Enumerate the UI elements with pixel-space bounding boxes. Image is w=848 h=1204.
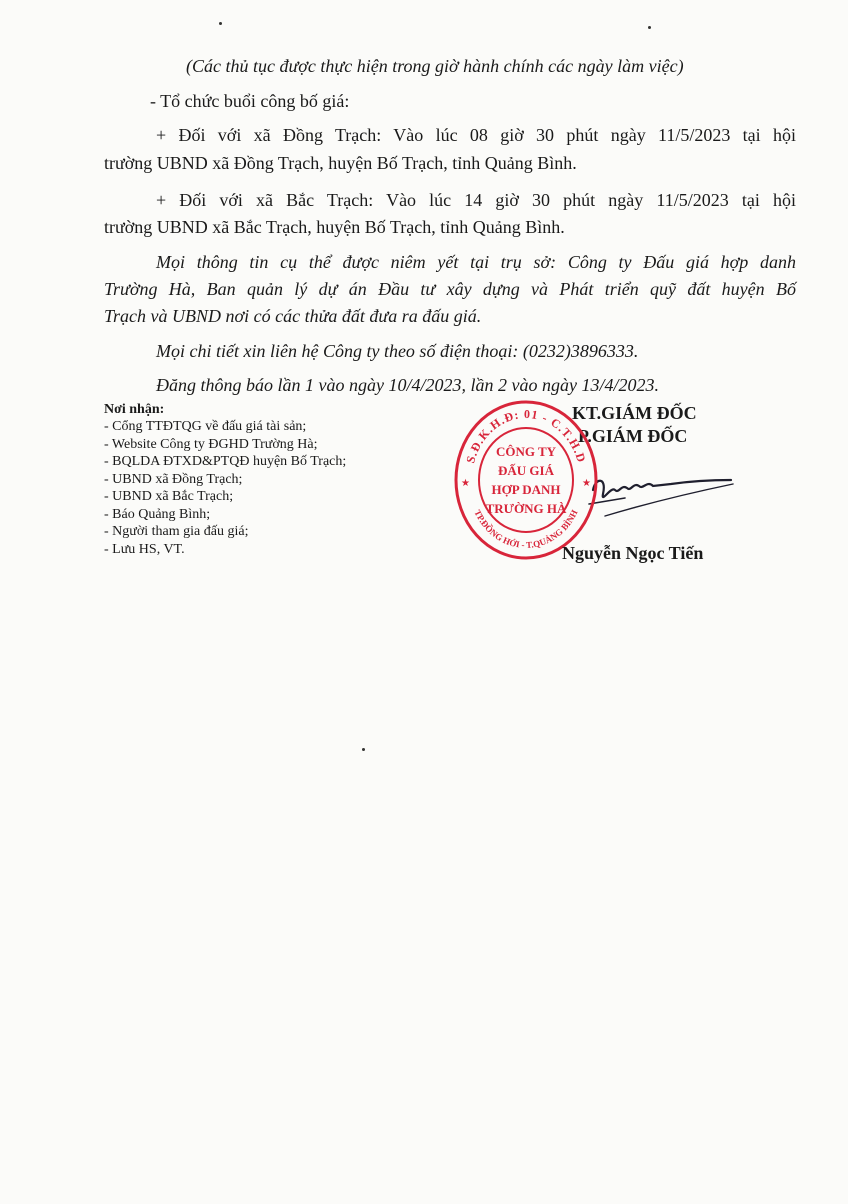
- scan-speck: [648, 26, 651, 29]
- signature-title: KT.GIÁM ĐỐC: [572, 403, 697, 423]
- hours-note: (Các thủ tục được thực hiện trong giờ hành chính các ngày làm việc): [186, 56, 684, 76]
- publication-line: Đăng thông báo lần 1 vào ngày 10/4/2023, lần 2 vào ngày 13/4/2023.: [156, 375, 659, 395]
- signature-stroke-tail: [605, 484, 733, 516]
- recipient-item: - Người tham gia đấu giá;: [104, 524, 249, 539]
- dong-trach-line-1: + Đối với xã Đồng Trạch: Vào lúc 08 giờ 30 phút ngày 11/5/2023 tại hội: [156, 125, 796, 145]
- posting-info-line-2: Trường Hà, Ban quản lý dự án Đầu tư xây dựng và Phát triển quỹ đất huyện Bố: [104, 279, 796, 299]
- seal-outer-ring: [456, 402, 596, 558]
- seal-outer-top-text: S.Đ.K.H.Đ: 01 - C.T.H.D: [463, 406, 589, 465]
- scan-speck: [362, 748, 365, 751]
- seal-inner-line-1: CÔNG TY: [495, 444, 557, 459]
- recipients-list: [104, 418, 346, 558]
- seal-star-right: ★: [582, 478, 591, 489]
- contact-line: Mọi chi tiết xin liên hệ Công ty theo số điện thoại: (0232)3896333.: [156, 341, 639, 361]
- posting-info-line-1: Mọi thông tin cụ thể được niêm yết tại trụ sở: Công ty Đấu giá hợp danh: [156, 252, 796, 272]
- seal-inner-line-3: HỢP DANH: [491, 482, 561, 497]
- seal-inner-line-2: ĐẤU GIÁ: [498, 463, 554, 478]
- handwritten-signature: [585, 460, 735, 520]
- recipient-item: - UBND xã Đồng Trạch;: [104, 471, 243, 487]
- signature-subtitle: P.GIÁM ĐỐC: [578, 426, 688, 446]
- recipient-item: - Cổng TTĐTQG về đấu giá tài sản;: [104, 419, 307, 434]
- dong-trach-line-2: trường UBND xã Đồng Trạch, huyện Bố Trạch, tỉnh Quảng Bình.: [104, 153, 577, 173]
- seal-inner-line-4: TRƯỜNG HÀ: [485, 501, 567, 516]
- seal-outer-bottom-text: TP.ĐỒNG HỚI - T.QUẢNG BÌNH: [472, 508, 580, 551]
- recipient-item: - UBND xã Bắc Trạch;: [104, 489, 234, 504]
- company-seal: [452, 396, 600, 560]
- recipient-item: - Lưu HS, VT.: [104, 541, 185, 557]
- recipient-item: - Báo Quảng Bình;: [104, 506, 211, 522]
- seal-star-left: ★: [461, 478, 470, 489]
- scan-speck: [219, 22, 222, 25]
- ceremony-heading: - Tổ chức buổi công bố giá:: [150, 91, 350, 111]
- recipient-item: - BQLDA ĐTXD&PTQĐ huyện Bố Trạch;: [104, 454, 347, 469]
- signatory-name: Nguyễn Ngọc Tiến: [562, 543, 704, 563]
- posting-info-line-3: Trạch và UBND nơi có các thửa đất đưa ra đấu giá.: [104, 306, 482, 326]
- recipients-heading: Nơi nhận:: [104, 402, 165, 417]
- bac-trach-line-2: trường UBND xã Bắc Trạch, huyện Bố Trạch, tỉnh Quảng Bình.: [104, 217, 565, 237]
- bac-trach-line-1: + Đối với xã Bắc Trạch: Vào lúc 14 giờ 30 phút ngày 11/5/2023 tại hội: [156, 190, 796, 210]
- recipient-item: - Website Công ty ĐGHD Trường Hà;: [104, 436, 318, 452]
